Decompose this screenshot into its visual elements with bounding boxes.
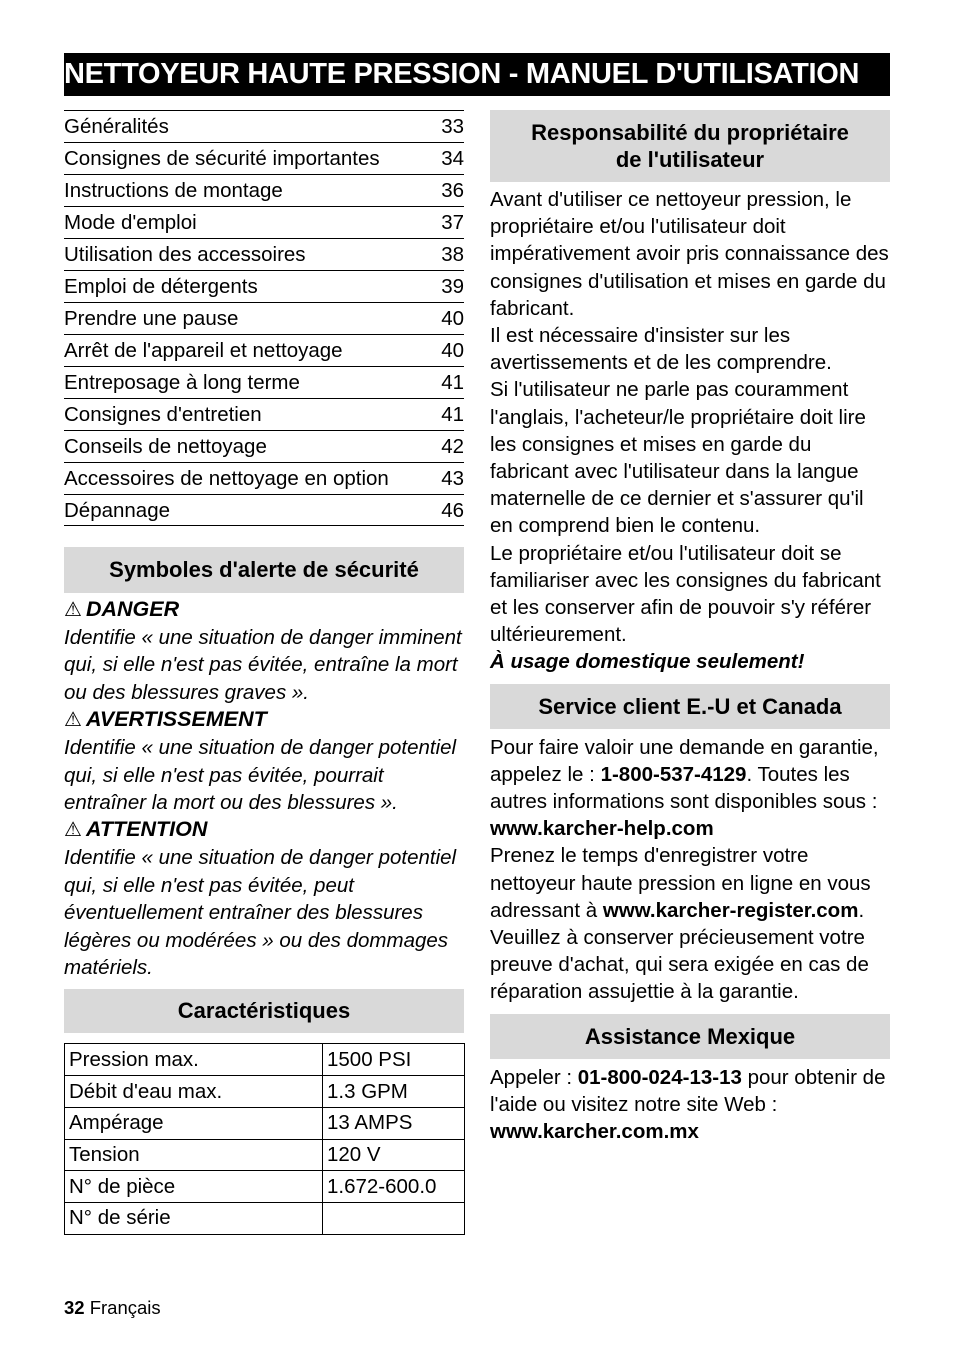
spec-row	[65, 1202, 465, 1234]
left-column	[64, 110, 464, 1235]
toc-entry-page: 43	[441, 467, 464, 490]
toc-row[interactable]	[64, 302, 464, 334]
mexico-url-link[interactable]: www.karcher.com.mx	[490, 1120, 699, 1144]
toc-row[interactable]	[64, 174, 464, 206]
toc-entry-page: 36	[441, 179, 464, 202]
service-receipt-text: Veuillez à conserver précieusement votre preuve d'achat, qui sera exigée en cas de réparation assujettie à la garantie.	[490, 926, 869, 1004]
toc-entry-label: Consignes d'entretien	[64, 403, 262, 426]
spec-row	[65, 1139, 465, 1171]
table-of-contents	[64, 110, 464, 526]
toc-row[interactable]	[64, 462, 464, 494]
service-body	[490, 734, 890, 1006]
right-column	[490, 110, 890, 1145]
spec-label: Pression max.	[65, 1044, 323, 1076]
toc-entry-page: 34	[441, 147, 464, 170]
toc-entry-page: 38	[441, 243, 464, 266]
responsibility-paragraph: Avant d'utiliser ce nettoyeur pression, le propriétaire et/ou l'utilisateur doit impérativement avoir pris connaissance des consignes d'utilisation et mises en garde du fabricant.	[490, 188, 889, 320]
toc-row[interactable]	[64, 270, 464, 302]
toc-entry-label: Utilisation des accessoires	[64, 243, 306, 266]
toc-entry-label: Instructions de montage	[64, 179, 283, 202]
help-url-link[interactable]: www.karcher-help.com	[490, 817, 714, 841]
spec-label: Débit d'eau max.	[65, 1076, 323, 1108]
toc-entry-label: Prendre une pause	[64, 307, 239, 330]
service-warranty-text: Pour faire valoir une demande en garantie, appelez le : 1-800-537-4129. Toutes les autres informations sont disponibles sous : www.karcher-help.com	[490, 735, 879, 841]
register-url-link[interactable]: www.karcher-register.com	[602, 898, 859, 922]
page-title: NETTOYEUR HAUTE PRESSION - MANUEL D'UTILISATION	[64, 53, 890, 96]
toc-entry-page: 41	[441, 371, 464, 394]
warning-text: Identifie « une situation de danger potentiel qui, si elle n'est pas évitée, pourrait entraîner la mort ou des blessures ».	[64, 736, 457, 815]
toc-entry-label: Arrêt de l'appareil et nettoyage	[64, 339, 343, 362]
caution-label: ⚠ ATTENTION	[64, 817, 208, 842]
spec-value	[323, 1202, 465, 1234]
responsibility-paragraph: Il est nécessaire d'insister sur les avertissements et de les comprendre.	[490, 324, 832, 375]
spec-label: Tension	[65, 1139, 323, 1171]
toc-entry-page: 39	[441, 275, 464, 298]
spec-value: 1.672-600.0	[323, 1171, 465, 1203]
page-number: 32	[64, 1297, 85, 1318]
safety-block	[64, 596, 464, 981]
service-phone: 1-800-537-4129	[600, 762, 747, 786]
toc-entry-page: 40	[441, 307, 464, 330]
toc-entry-page: 42	[441, 435, 464, 458]
responsibility-paragraph: Si l'utilisateur ne parle pas couramment l'anglais, l'acheteur/le propriétaire doit lire les consignes et mises en garde du fabricant avec l'utilisateur dans la langue maternelle de ce dernier et s'assurer qu'il en comprend bien le contenu.	[490, 378, 866, 538]
toc-row[interactable]	[64, 110, 464, 142]
toc-entry-label: Généralités	[64, 115, 169, 138]
toc-row[interactable]	[64, 142, 464, 174]
spec-label: N° de pièce	[65, 1171, 323, 1203]
spec-row	[65, 1044, 465, 1076]
toc-entry-page: 33	[441, 115, 464, 138]
toc-entry-page: 46	[441, 498, 464, 522]
toc-entry-page: 37	[441, 211, 464, 234]
toc-row[interactable]	[64, 398, 464, 430]
mexico-body	[490, 1064, 890, 1146]
spec-row	[65, 1076, 465, 1108]
toc-entry-label: Emploi de détergents	[64, 275, 258, 298]
mexico-text: Appeler : 01-800-024-13-13 pour obtenir de l'aide ou visitez notre site Web : www.karcher.com.mx	[490, 1065, 886, 1144]
service-header: Service client E.-U et Canada	[490, 684, 890, 729]
responsibility-header-line1: Responsabilité du propriétaire	[531, 120, 849, 145]
toc-row[interactable]	[64, 206, 464, 238]
spec-row	[65, 1171, 465, 1203]
toc-entry-label: Mode d'emploi	[64, 211, 197, 234]
danger-text: Identifie « une situation de danger imminent qui, si elle n'est pas évitée, entraîne la mort ou des blessures graves ».	[64, 626, 462, 704]
toc-row[interactable]	[64, 366, 464, 398]
spec-value: 1500 PSI	[323, 1044, 465, 1076]
page-footer	[64, 1297, 161, 1319]
toc-entry-page: 41	[441, 403, 464, 426]
toc-row[interactable]	[64, 238, 464, 270]
toc-entry-label: Consignes de sécurité importantes	[64, 147, 380, 170]
spec-value: 1.3 GPM	[323, 1076, 465, 1108]
responsibility-body	[490, 186, 890, 676]
mexico-header: Assistance Mexique	[490, 1014, 890, 1059]
domestic-use-note: À usage domestique seulement!	[490, 650, 805, 674]
toc-entry-label: Dépannage	[64, 498, 171, 522]
warning-triangle-icon: ⚠	[64, 819, 82, 842]
toc-entry-label: Conseils de nettoyage	[64, 435, 267, 458]
responsibility-header-line2: de l'utilisateur	[615, 147, 765, 172]
toc-row[interactable]	[64, 494, 464, 526]
caution-text: Identifie « une situation de danger potentiel qui, si elle n'est pas évitée, peut éventuellement entraîner des blessures légères ou modérées » ou des dommages matériels.	[64, 846, 457, 980]
warning-triangle-icon: ⚠	[64, 599, 82, 621]
toc-row[interactable]	[64, 334, 464, 366]
spec-value: 120 V	[323, 1139, 465, 1171]
spec-label: N° de série	[65, 1202, 323, 1234]
service-register-text: Prenez le temps d'enregistrer votre nettoyeur haute pression en ligne en vous adressant à www.karcher-register.com.	[490, 844, 871, 922]
warning-triangle-icon: ⚠	[64, 709, 82, 732]
toc-entry-page: 40	[441, 339, 464, 362]
footer-language: Français	[89, 1297, 161, 1318]
specifications-table	[64, 1043, 465, 1234]
spec-label: Ampérage	[65, 1107, 323, 1139]
mexico-phone: 01-800-024-13-13	[577, 1065, 742, 1089]
warning-label: ⚠ AVERTISSEMENT	[64, 707, 267, 732]
safety-symbols-header: Symboles d'alerte de sécurité	[64, 547, 464, 593]
spec-row	[65, 1107, 465, 1139]
danger-label: ⚠ DANGER	[64, 597, 180, 621]
specifications-header: Caractéristiques	[64, 989, 464, 1033]
toc-row[interactable]	[64, 430, 464, 462]
responsibility-paragraph: Le propriétaire et/ou l'utilisateur doit se familiariser avec les consignes du fabricant et les conserver afin de pouvoir s'y référer ultérieurement.	[490, 541, 881, 647]
toc-entry-label: Accessoires de nettoyage en option	[64, 467, 389, 490]
spec-value: 13 AMPS	[323, 1107, 465, 1139]
responsibility-header	[490, 110, 890, 182]
toc-entry-label: Entreposage à long terme	[64, 371, 300, 394]
